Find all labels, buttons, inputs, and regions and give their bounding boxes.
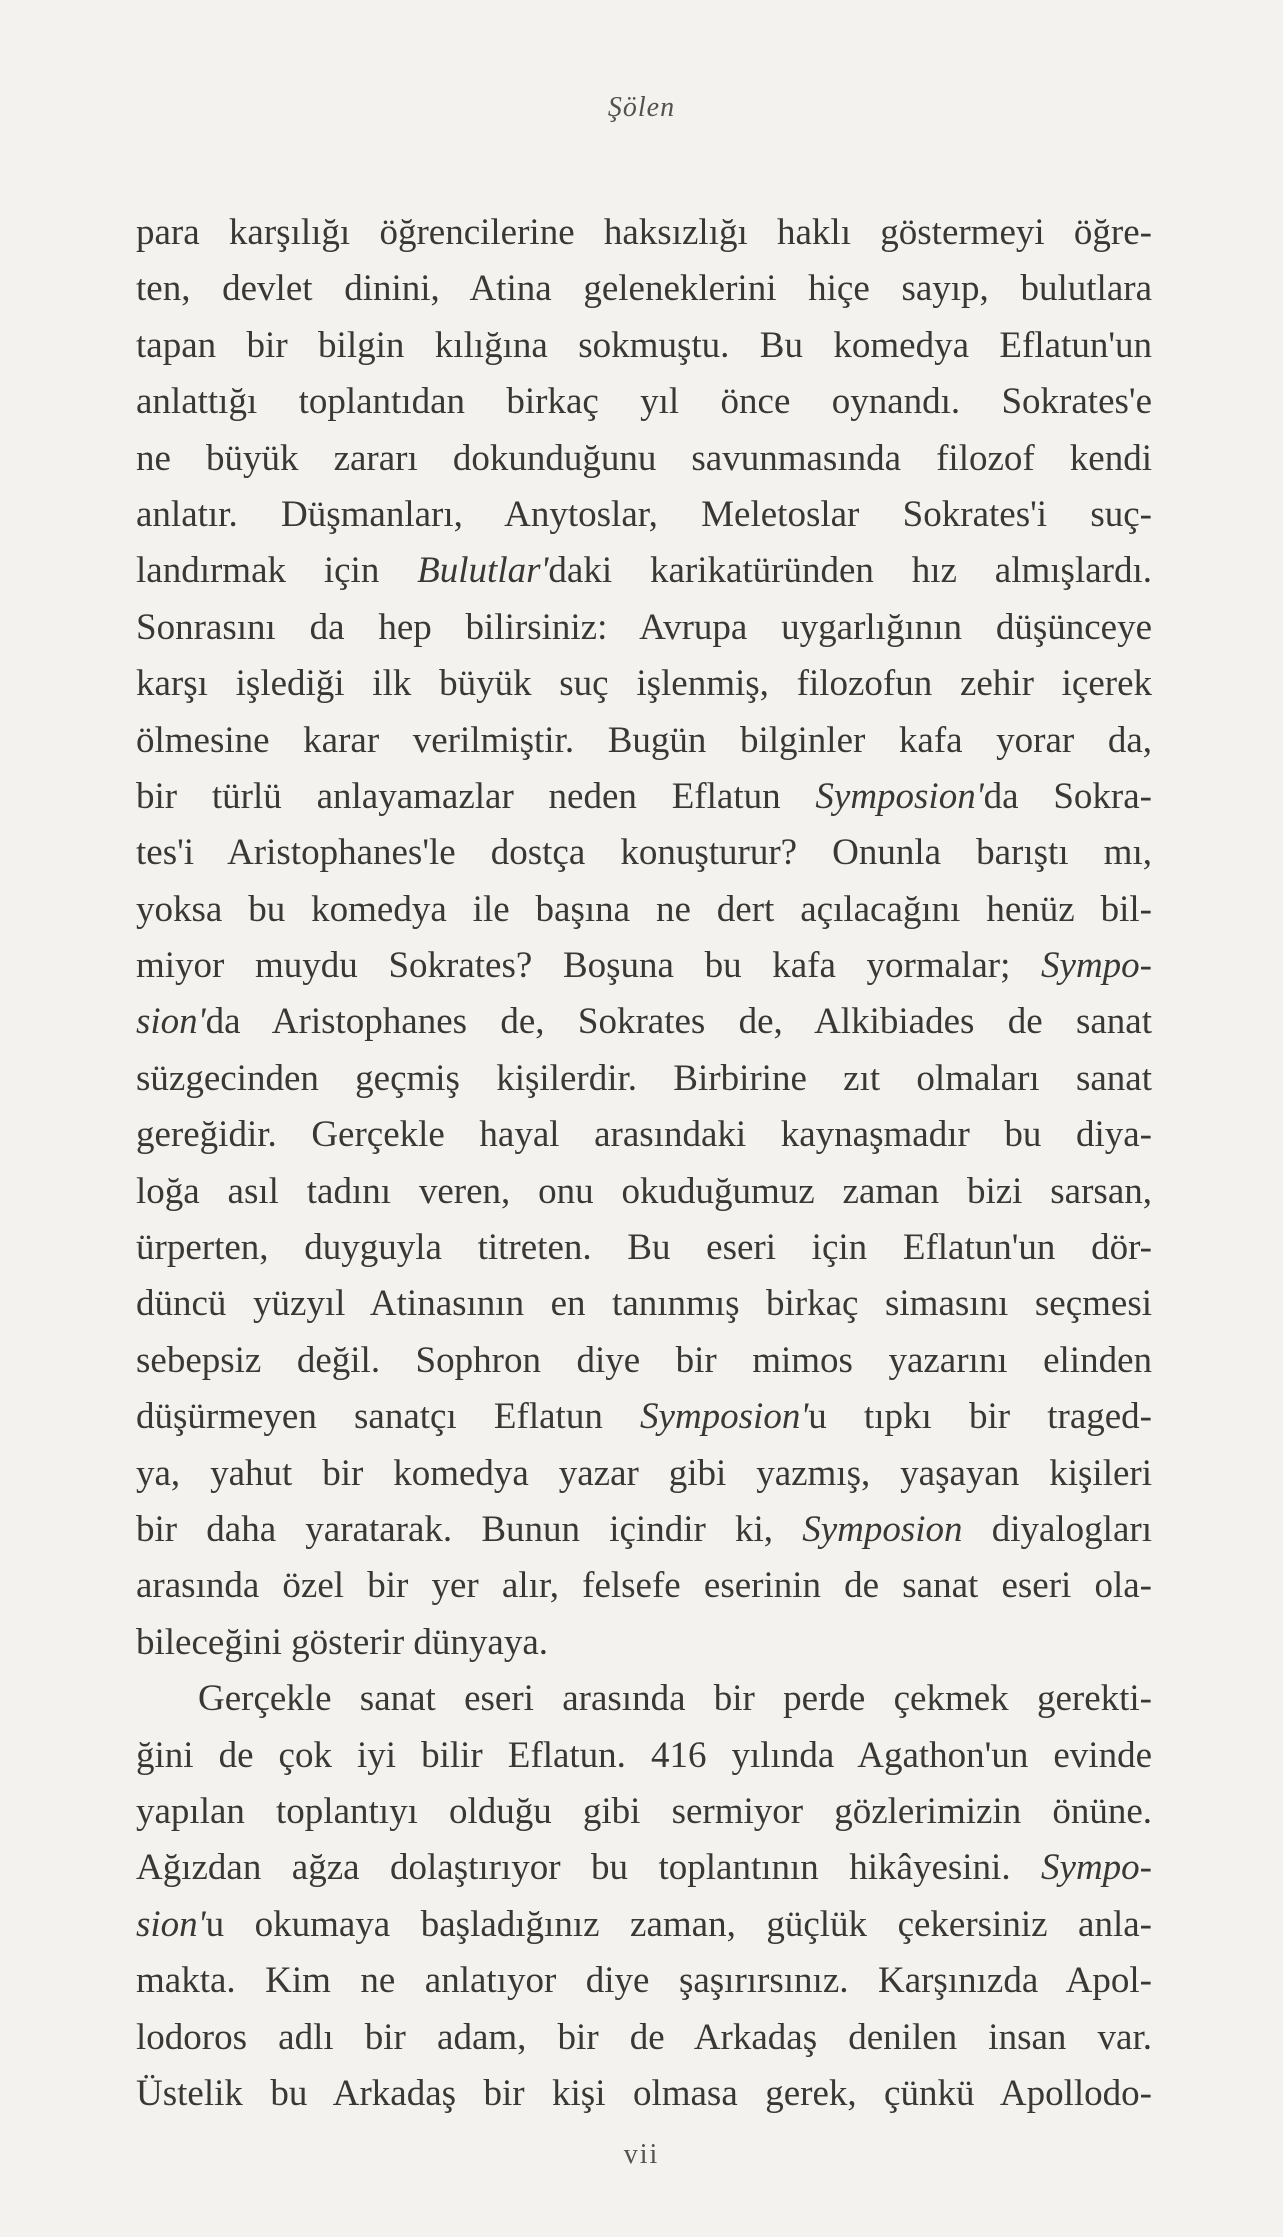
text-line: bir türlü anlayamazlar neden Eflatun Symposion'da Sokra- bbox=[136, 775, 1152, 817]
text-line: miyor muydu Sokrates? Boşuna bu kafa yormalar; Sympo- bbox=[136, 945, 1152, 987]
text-line: gereğidir. Gerçekle hayal arasındaki kaynaşmadır bu diya- bbox=[136, 1114, 1152, 1156]
text-line: landırmak için Bulutlar'daki karikatüründen hız almışlardı. bbox=[136, 550, 1152, 592]
text-line: ne büyük zararı dokunduğunu savunmasında filozof kendi bbox=[136, 437, 1152, 479]
text-line: makta. Kim ne anlatıyor diye şaşırırsınız. Karşınızda Apol- bbox=[136, 1960, 1152, 2002]
italic-title: Sympo- bbox=[1041, 1847, 1152, 1889]
text-line: düncü yüzyıl Atinasının en tanınmış birkaç simasını seçmesi bbox=[136, 1283, 1152, 1325]
italic-title: Bulutlar' bbox=[417, 550, 549, 592]
text-line: ğini de çok iyi bilir Eflatun. 416 yılında Agathon'un evinde bbox=[136, 1734, 1152, 1776]
text-line: loğa asıl tadını veren, onu okuduğumuz zaman bizi sarsan, bbox=[136, 1170, 1152, 1212]
italic-title: sion' bbox=[136, 1903, 206, 1945]
text-line: karşı işlediği ilk büyük suç işlenmiş, filozofun zehir içerek bbox=[136, 663, 1152, 705]
text-line: tapan bir bilgin kılığına sokmuştu. Bu komedya Eflatun'un bbox=[136, 324, 1152, 366]
text-line: anlatır. Düşmanları, Anytoslar, Meletoslar Sokrates'i suç- bbox=[136, 493, 1152, 535]
running-head: Şölen bbox=[607, 92, 676, 123]
text-line: yoksa bu komedya ile başına ne dert açılacağını henüz bil- bbox=[136, 888, 1152, 930]
text-line: ürperten, duyguyla titreten. Bu eseri için Eflatun'un dör- bbox=[136, 1227, 1152, 1269]
text-line: yapılan toplantıyı olduğu gibi sermiyor gözlerimizin önüne. bbox=[136, 1790, 1152, 1832]
text-line: düşürmeyen sanatçı Eflatun Symposion'u tıpkı bir traged- bbox=[136, 1396, 1152, 1438]
italic-title: Symposion bbox=[802, 1508, 963, 1550]
page-number: vii bbox=[623, 2139, 660, 2170]
text-line: arasında özel bir yer alır, felsefe eserinin de sanat eseri ola- bbox=[136, 1565, 1152, 1607]
text-line: ten, devlet dinini, Atina geleneklerini hiçe sayıp, bulutlara bbox=[136, 268, 1152, 310]
text-line: bir daha yaratarak. Bunun içindir ki, Symposion diyalogları bbox=[136, 1508, 1152, 1550]
text-line: tes'i Aristophanes'le dostça konuşturur? Onunla barıştı mı, bbox=[136, 832, 1152, 874]
text-line: Ağızdan ağza dolaştırıyor bu toplantının hikâyesini. Sympo- bbox=[136, 1847, 1152, 1889]
text-line: süzgecinden geçmiş kişilerdir. Birbirine zıt olmaları sanat bbox=[136, 1057, 1152, 1099]
text-line: para karşılığı öğrencilerine haksızlığı haklı göstermeyi öğre- bbox=[136, 212, 1152, 253]
text-line: ölmesine karar verilmiştir. Bugün bilginler kafa yorar da, bbox=[136, 719, 1152, 761]
italic-title: Symposion' bbox=[640, 1396, 809, 1438]
italic-title: sion' bbox=[136, 1001, 206, 1043]
text-line: anlattığı toplantıdan birkaç yıl önce oynandı. Sokrates'e bbox=[136, 381, 1152, 423]
text-line: bileceğini gösterir dünyaya. bbox=[136, 1621, 549, 1663]
text-line: sebepsiz değil. Sophron diye bir mimos yazarını elinden bbox=[136, 1339, 1152, 1381]
body-text bbox=[136, 205, 1152, 2122]
italic-title: Sympo- bbox=[1041, 945, 1152, 987]
text-line: Üstelik bu Arkadaş bir kişi olmasa gerek, çünkü Apollodo- bbox=[136, 2072, 1152, 2114]
text-line: Gerçekle sanat eseri arasında bir perde çekmek gerekti- bbox=[198, 1678, 1152, 1720]
italic-title: Symposion' bbox=[815, 775, 984, 817]
text-line: ya, yahut bir komedya yazar gibi yazmış, yaşayan kişileri bbox=[136, 1452, 1152, 1494]
text-line: Sonrasını da hep bilirsiniz: Avrupa uygarlığının düşünceye bbox=[136, 606, 1152, 648]
text-line: lodoros adlı bir adam, bir de Arkadaş denilen insan var. bbox=[136, 2016, 1152, 2058]
text-line: sion'da Aristophanes de, Sokrates de, Alkibiades de sanat bbox=[136, 1001, 1152, 1043]
text-line: sion'u okumaya başladığınız zaman, güçlük çekersiniz anla- bbox=[136, 1903, 1152, 1945]
